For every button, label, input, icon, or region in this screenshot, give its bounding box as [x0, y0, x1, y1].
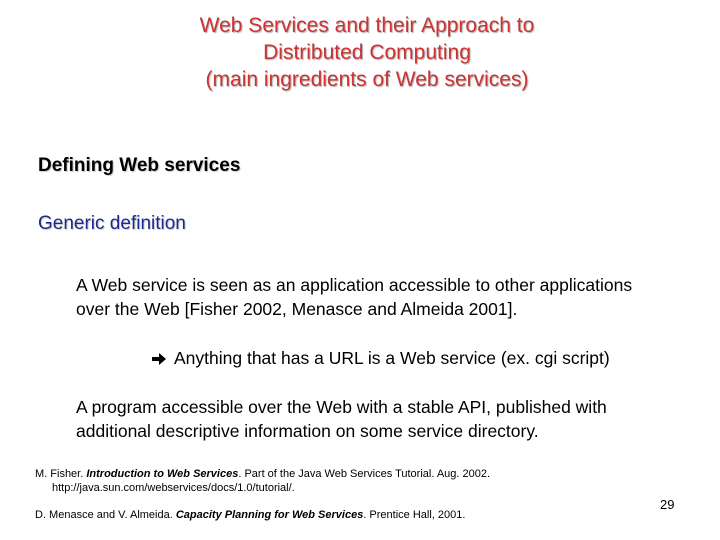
- program-paragraph: [76, 395, 607, 443]
- reference-title: Introduction to Web Services: [86, 468, 239, 480]
- right-arrow-icon: [152, 352, 166, 366]
- reference-authors: D. Menasce and V. Almeida.: [35, 509, 176, 521]
- definition-paragraph: [76, 273, 632, 321]
- program-line-1: A program accessible over the Web with a stable API, published with: [76, 397, 607, 417]
- reference-url: http://java.sun.com/webservices/docs/1.0/tutorial/.: [52, 482, 295, 494]
- reference-details: . Prentice Hall, 2001.: [363, 509, 466, 521]
- slide-title: [0, 12, 720, 93]
- section-subheading: Generic definition: [38, 213, 186, 234]
- section-heading: Defining Web services: [38, 155, 241, 176]
- reference-title: Capacity Planning for Web Services: [175, 509, 364, 521]
- implication-bullet: [152, 346, 610, 370]
- reference-details: . Part of the Java Web Services Tutorial. Aug. 2002.: [238, 468, 491, 480]
- page-number: 29: [660, 497, 675, 512]
- program-line-2: additional descriptive information on some service directory.: [76, 421, 539, 441]
- slide-title-line-2: Distributed Computing: [263, 41, 471, 64]
- reference-fisher: [35, 467, 490, 495]
- reference-authors: M. Fisher.: [35, 468, 87, 480]
- definition-line-2: over the Web [Fisher 2002, Menasce and Almeida 2001].: [76, 299, 518, 319]
- slide-title-line-1: Web Services and their Approach to: [199, 14, 535, 37]
- reference-menasce: [35, 508, 465, 522]
- slide-title-line-3: (main ingredients of Web services): [205, 68, 529, 91]
- definition-line-1: A Web service is seen as an application accessible to other applications: [76, 275, 633, 295]
- implication-text: Anything that has a URL is a Web service (ex. cgi script): [174, 348, 610, 368]
